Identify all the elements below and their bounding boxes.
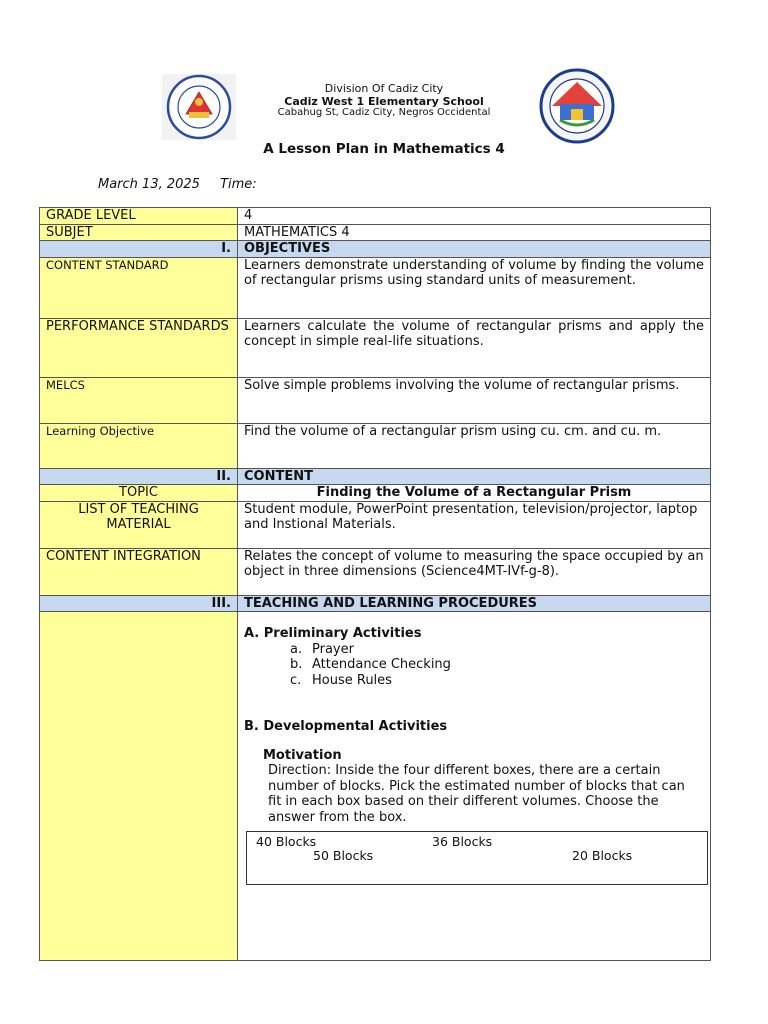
section-header-content (40, 468, 711, 485)
section-number: II. (40, 468, 238, 485)
direction-text: Direction: Inside the four different boxes, there are a certain number of blocks. Pick the estimated number of blocks that can fit in each box based on their different volumes. Choose the answer from the box. (268, 763, 685, 825)
lesson-plan-table (39, 207, 711, 961)
learning-objective-value: Find the volume of a rectangular prism using cu. cm. and cu. m. (238, 423, 711, 468)
section-title: TEACHING AND LEARNING PROCEDURES (238, 595, 711, 612)
performance-standards-label: PERFORMANCE STANDARDS (40, 318, 238, 377)
section-number: III. (40, 595, 238, 612)
table-row (40, 224, 711, 241)
teaching-material-value: Student module, PowerPoint presentation, television/projector, laptop and Instional Materials. (238, 501, 711, 548)
table-row (40, 612, 711, 961)
topic-value: Finding the Volume of a Rectangular Prism (238, 485, 711, 502)
table-row (40, 318, 711, 377)
subject-value: MATHEMATICS 4 (238, 224, 711, 241)
choice-item: 50 Blocks (313, 848, 374, 863)
lesson-date: March 13, 2025 (98, 177, 200, 192)
section-number: I. (40, 241, 238, 258)
list-item: a. Prayer (290, 641, 354, 657)
topic-label: TOPIC (40, 485, 238, 502)
date-line (98, 177, 257, 192)
choice-item: 40 Blocks (256, 834, 317, 849)
content-standard-value: Learners demonstrate understanding of volume by finding the volume of rectangular prisms using standard units of measurement. (238, 257, 711, 318)
table-row (40, 501, 711, 548)
motivation-title: Motivation (263, 747, 342, 763)
content-integration-value: Relates the concept of volume to measuring the space occupied by an object in three dimensions (Science4MT-IVf-g-8). (238, 548, 711, 595)
table-row (40, 423, 711, 468)
developmental-activities-title: B. Developmental Activities (244, 719, 448, 734)
learning-objective-label: Learning Objective (40, 423, 238, 468)
list-item: b. Attendance Checking (290, 657, 451, 672)
grade-level-label: GRADE LEVEL (40, 208, 238, 225)
table-row (40, 257, 711, 318)
procedures-label-cell (40, 612, 238, 961)
table-row (40, 208, 711, 225)
content-integration-label: CONTENT INTEGRATION (40, 548, 238, 595)
grade-level-value: 4 (238, 208, 711, 225)
list-item: c. House Rules (290, 672, 392, 688)
school-name: Cadiz West 1 Elementary School (284, 95, 484, 108)
lesson-plan-title: A Lesson Plan in Mathematics 4 (263, 141, 505, 157)
division-name: Division Of Cadiz City (324, 82, 444, 95)
section-header-procedures (40, 595, 711, 612)
melcs-value: Solve simple problems involving the volume of rectangular prisms. (238, 377, 711, 423)
teaching-material-label: LIST OF TEACHING MATERIAL (40, 501, 238, 548)
school-address: Cabahug St, Cadiz City, Negros Occidental (277, 107, 491, 118)
section-title: CONTENT (238, 468, 711, 485)
answer-choices-box (246, 831, 708, 885)
choice-item: 36 Blocks (432, 834, 493, 849)
table-row (40, 548, 711, 595)
preliminary-activities-list (244, 642, 704, 689)
table-row (40, 377, 711, 423)
section-title: OBJECTIVES (238, 241, 711, 258)
time-label: Time: (220, 177, 257, 192)
preliminary-activities-title: A. Preliminary Activities (244, 626, 422, 641)
melcs-label: MELCS (40, 377, 238, 423)
section-header-objectives (40, 241, 711, 258)
performance-standards-value: Learners calculate the volume of rectangular prisms and apply the concept in simple real-life situations. (238, 318, 711, 377)
subject-label: SUBJET (40, 224, 238, 241)
procedures-body (238, 612, 711, 961)
content-standard-label: CONTENT STANDARD (40, 257, 238, 318)
choice-item: 20 Blocks (572, 848, 633, 863)
table-row (40, 485, 711, 502)
